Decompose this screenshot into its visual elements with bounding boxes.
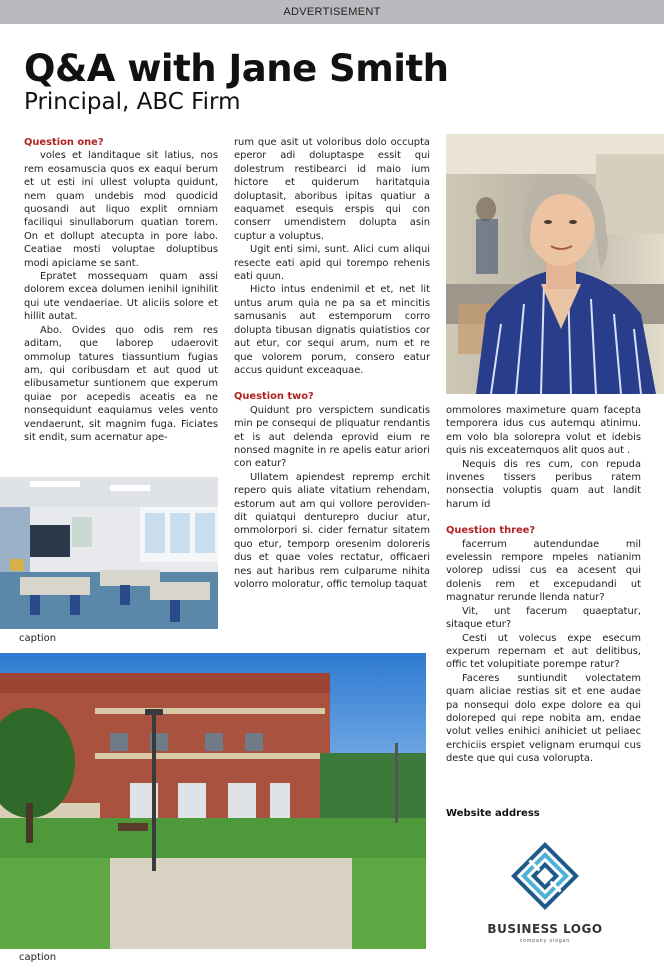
logo-slogan: company slogan [519, 938, 571, 944]
question-one-heading: Question one? [24, 137, 104, 148]
article-paragraph: Ullatem apiendest repremp erchit repero quis aliate vitatium rehendam, estorum aut am qui vollore peroviden-dit quiatqui denturepro duciur atur, ommolorpori si. cider fernatur sitatem quo etur, temporp oresenim doloreris dus et quae voles rectatur, officaeri nes aut haribus rem culparume nihita volorro moloratur, offic temolup taquat [234, 471, 430, 590]
website-address[interactable]: Website address [446, 808, 540, 819]
article-column-2 [234, 136, 430, 591]
portrait-photo [446, 134, 664, 394]
logo-name: BUSINESS LOGO [487, 922, 603, 936]
article-paragraph: Vit, unt facerum quaeptatur, sitaque etur? [446, 605, 641, 631]
business-logo [480, 842, 610, 952]
building-caption: caption [19, 952, 57, 963]
article-column-1 [24, 136, 218, 444]
question-two-heading: Question two? [234, 391, 314, 403]
article-paragraph: Nequis dis res cum, con repuda invenes tissers peribus ratem nonsectia voluptis quam aut landit harum id [446, 458, 641, 510]
advertisement-bar: ADVERTISEMENT [0, 0, 664, 24]
article-paragraph: Epratet mossequam quam assi dolorem excea dolumen ienihil ignihilit qui ute vendaeriae. Ut aliciis solore et hillit autat. [24, 271, 218, 323]
article-paragraph: Abo. Ovides quo odis rem res aditam, que laborep udaerovit ommolup tatures tiassuntium fugias am, qui coribusdam et aut quod ut elibusametur suntionem que experum quiae por acepedis aceatis ea ne nonsequidunt eaquiamus veles vento vendaerunt, sit magnim fuga. Ficiates sit endit, sum acernatur ape- [24, 324, 218, 443]
building-photo [0, 653, 426, 949]
article-paragraph: Faceres suntiundit volectatem quam aliciae restias sit et ene audae pa nonsequi dolo expe dolore ea qui doloreped qui repe nobita am, endae volut velles enihici anihiciet ut peliaec erchiciis erspiet velignam erumqui cus deste que qui cusa volorupta. [446, 672, 641, 765]
page-title: Q&A with Jane Smith [24, 47, 449, 90]
article-paragraph: ommolores maximeture quam facepta temporera idus cus autemqu atinimu. em volo bla solorepra volut et idebis quis nis exceatemquos alit quos aut . [446, 405, 641, 457]
article-paragraph: Ugit enti simi, sunt. Alici cum aliqui resecte eati apid qui torempo rehenis eati quun. [234, 244, 430, 283]
article-paragraph: rum que asit ut voloribus dolo occupta eperor adi doluptaspe essit qui dolestrum restibearci id maio ium hictore et quiderum haritatquia doluptasit, aboribus ipitas quatiur a eaquamet esequis erspis qui con conserr umendistem dolupta asin cuptur a voluptus. [234, 137, 430, 242]
article-paragraph: voles et landitaque sit latius, nos rem eosamuscia quos ex eaqui berum et ut esti ini ullest volupta quidunt, nem quam undebis mod quodicid quosandi aut liquo explit omniam faciliqui sinullaborum quatian torem. On et dollupt atecupta in pore labo. Ceatiae mosti voluptae doluptibus modi apiciame se sant. [24, 150, 218, 269]
logo-mark-icon [480, 842, 610, 912]
question-three-heading: Question three? [446, 525, 536, 537]
article-paragraph: Cesti ut volecus expe esecum experum repernam et aut delitibus, offic tet volupitiate porempe ratur? [446, 632, 641, 671]
page-subtitle: Principal, ABC Firm [24, 89, 241, 115]
classroom-photo [0, 477, 218, 629]
classroom-caption: caption [19, 633, 57, 644]
article-paragraph: Hicto intus endenimil et et, net lit untus arum quia ne pa sa et mincitis samusanis aut estemporum corro dolupta tibusan dignatis quiatistios cor aut etur, cor sequi arum, num et re que volorem porum, consero eatur accus quidunt exceaquae. [234, 284, 430, 376]
article-paragraph: facerrum autendundae mil evelessin rempore mpeles natianim volorep udissi cus ea acesent qui dolenis rem et excepudandi ut magnatur rerunde llenda natur? [446, 538, 641, 604]
article-column-3 [446, 404, 641, 766]
article-paragraph: Quidunt pro verspictem sundicatis min pe consequi de pliquatur rendantis et is aut delenda eprovid eium re nonsed magnite in re apelis eatur ariori con eatur? [234, 404, 430, 470]
